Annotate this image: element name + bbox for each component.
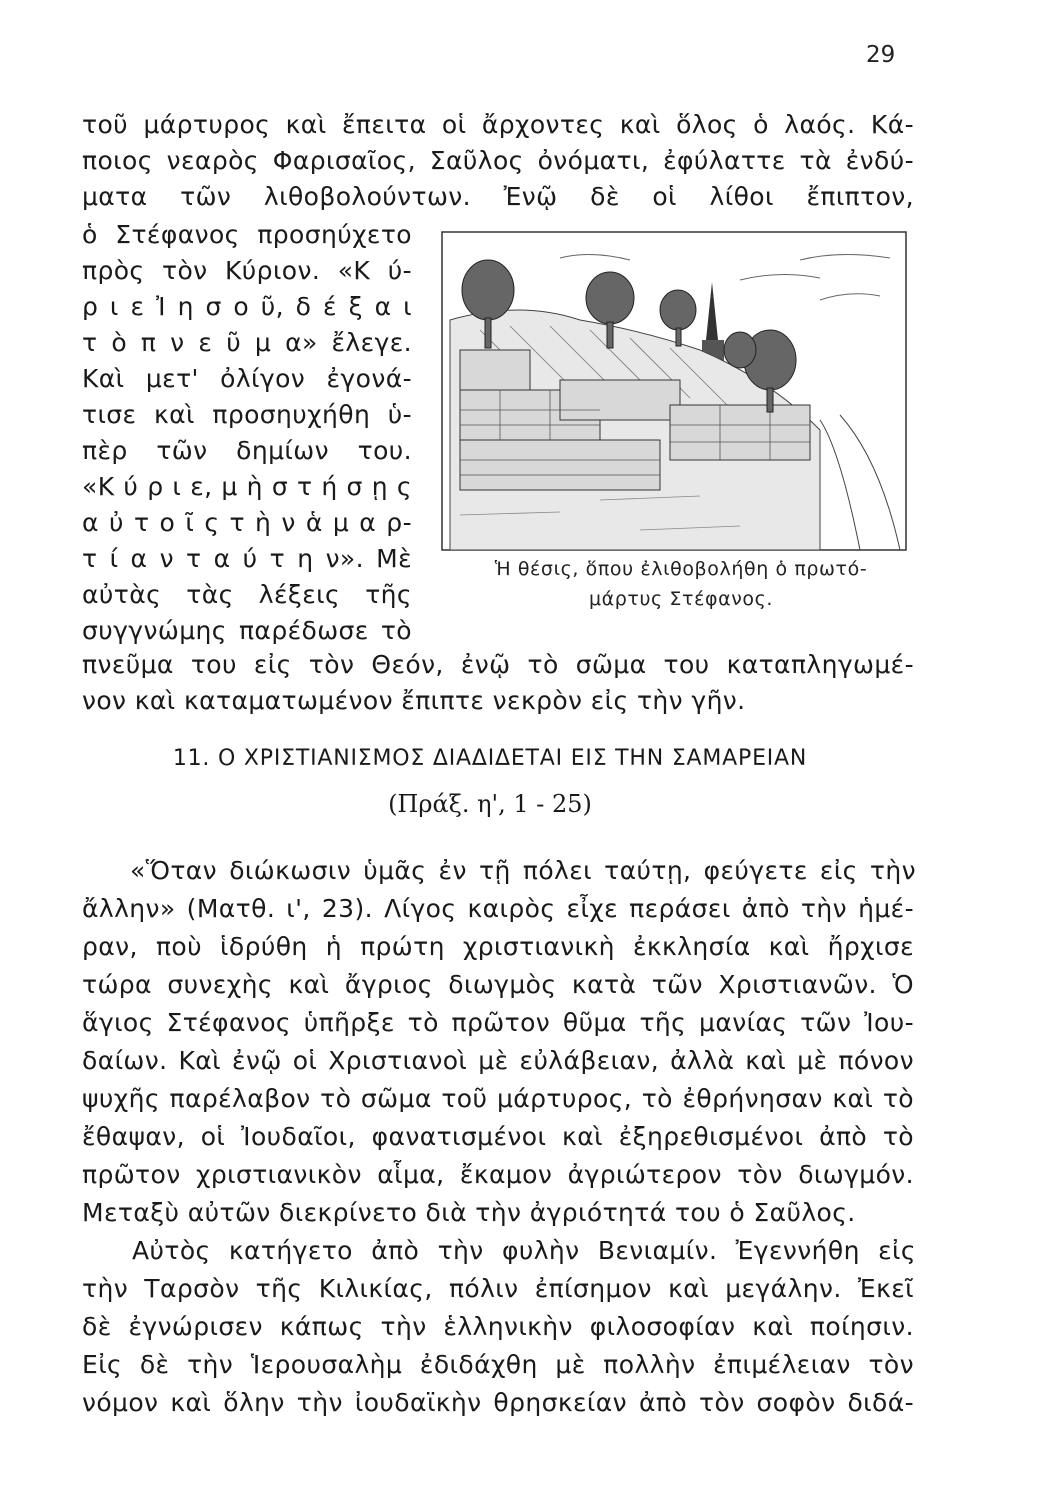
text-line: τὴν Ταρσὸν τῆς Κιλικίας, πόλιν ἐπίσημον καὶ μεγάλην. Ἐκεῖ — [82, 1274, 914, 1303]
text-line: δαίων. Καὶ ἐνῷ οἱ Χριστιανοὶ μὲ εὐλάβειαν, ἀλλὰ καὶ μὲ πόνον — [82, 1046, 914, 1075]
text-line: αὐτὰς τὰς λέξεις τῆς — [82, 580, 412, 609]
section-heading: 11. Ο ΧΡΙΣΤΙΑΝΙΣΜΟΣ ΔΙΑΔΙΔΕΤΑΙ ΕΙΣ ΤΗΝ ΣΑΜΑΡΕΙΑΝ — [172, 746, 808, 771]
text-line: «Κ ύ ρ ι ε, μ ὴ σ τ ή σ ῃ ς — [82, 472, 412, 501]
caption-line: μάρτυς Στέφανος. — [588, 588, 774, 610]
text-line: «Ὅταν διώκωσιν ὑμᾶς ἐν τῇ πόλει ταύτῃ, φεύγετε εἰς τὴν — [130, 856, 916, 885]
text-line: ἄλλην» (Ματθ. ι', 23). Λίγος καιρὸς εἶχε περάσει ἀπὸ τὴν ἡμέ- — [82, 894, 914, 923]
text-line: α ὐ τ ο ῖ ς τ ὴ ν ἁ μ α ρ- — [82, 508, 412, 537]
text-line: Μεταξὺ αὐτῶν διεκρίνετο διὰ τὴν ἀγριότητά του ὁ Σαῦλος. — [82, 1198, 856, 1227]
figure-caption — [456, 554, 906, 614]
text-line: ραν, ποὺ ἱδρύθη ἡ πρώτη χριστιανικὴ ἐκκλησία καὶ ἤρχισε — [82, 932, 914, 961]
text-line: πρῶτον χριστιανικὸν αἷμα, ἔκαμον ἀγριώτερον τὸν διωγμόν. — [82, 1160, 914, 1189]
scripture-reference: (Πράξ. η', 1 - 25) — [388, 790, 592, 818]
text-line: ρ ι ε Ἰ η σ ο ῦ, δ έ ξ α ι — [82, 292, 412, 321]
text-line: ἅγιος Στέφανος ὑπῆρξε τὸ πρῶτον θῦμα τῆς μανίας τῶν Ἰου- — [82, 1008, 914, 1037]
text-line: δὲ ἐγνώρισεν κάπως τὴν ἑλληνικὴν φιλοσοφίαν καὶ ποίησιν. — [82, 1312, 914, 1341]
landscape-illustration — [440, 230, 908, 560]
caption-line: Ἡ θέσις, ὅπου ἐλιθοβολήθη ὁ πρωτό- — [494, 558, 868, 580]
text-line: τισε καὶ προσηυχήθη ὑ- — [82, 400, 412, 429]
text-line: Καὶ μετ' ὀλίγον ἐγονά- — [82, 364, 412, 393]
text-line: συγγνώμης παρέδωσε τὸ — [82, 616, 412, 645]
text-line: πὲρ τῶν δημίων του. — [82, 436, 412, 465]
text-line: νον καὶ καταματωμένον ἔπιπτε νεκρὸν εἰς τὴν γῆν. — [82, 686, 746, 715]
text-line: τ ί α ν τ α ύ τ η ν». Μὲ — [82, 544, 412, 573]
text-line: ψυχῆς παρέλαβον τὸ σῶμα τοῦ μάρτυρος, τὸ ἐθρήνησαν καὶ τὸ — [82, 1084, 914, 1113]
text-line: Αὐτὸς κατήγετο ἀπὸ τὴν φυλὴν Βενιαμίν. Ἐγεννήθη εἰς — [132, 1236, 916, 1265]
text-line: ὁ Στέφανος προσηύχετο — [82, 220, 412, 249]
text-line: τοῦ μάρτυρος καὶ ἔπειτα οἱ ἄρχοντες καὶ ὅλος ὁ λαός. Κά- — [82, 110, 914, 139]
text-line: Εἰς δὲ τὴν Ἱερουσαλὴμ ἐδιδάχθη μὲ πολλὴν ἐπιμέλειαν τὸν — [82, 1350, 914, 1379]
text-line: τ ὸ π ν ε ῦ μ α» ἔλεγε. — [82, 328, 412, 357]
text-line: ματα τῶν λιθοβολούντων. Ἐνῷ δὲ οἱ λίθοι ἔπιπτον, — [82, 182, 914, 211]
page-number: 29 — [866, 42, 896, 68]
text-line: πνεῦμα του εἰς τὸν Θεόν, ἐνῷ τὸ σῶμα του καταπληγωμέ- — [82, 650, 914, 679]
text-line: ποιος νεαρὸς Φαρισαῖος, Σαῦλος ὀνόματι, ἐφύλαττε τὰ ἐνδύ- — [82, 146, 914, 175]
text-line: πρὸς τὸν Κύριον. «Κ ύ- — [82, 256, 412, 285]
text-line: τώρα συνεχὴς καὶ ἄγριος διωγμὸς κατὰ τῶν Χριστιανῶν. Ὁ — [82, 970, 914, 999]
text-line: ἔθαψαν, οἱ Ἰουδαῖοι, φανατισμένοι καὶ ἐξηρεθισμένοι ἀπὸ τὸ — [82, 1122, 914, 1151]
text-line: νόμον καὶ ὅλην τὴν ἰουδαϊκὴν θρησκείαν ἀπὸ τὸν σοφὸν διδά- — [82, 1388, 914, 1417]
